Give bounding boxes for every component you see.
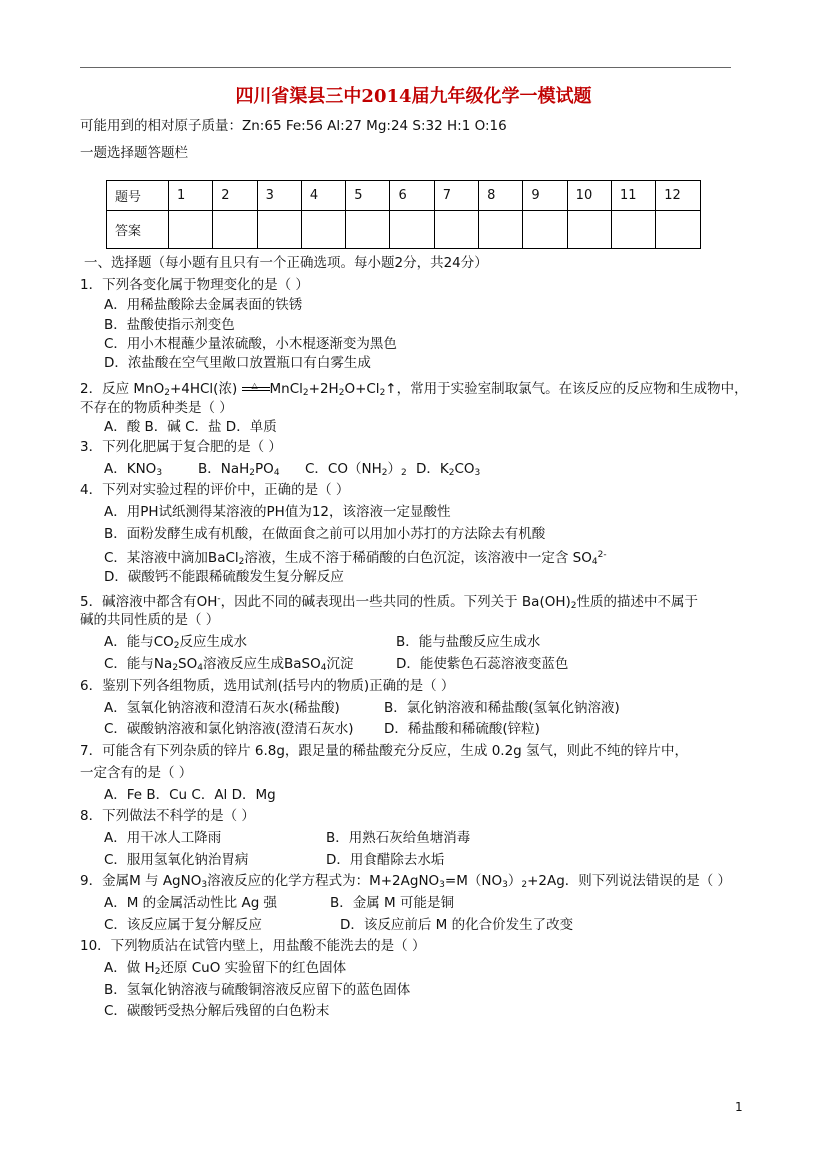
- q2-text: 2．反应 MnO: [80, 381, 165, 397]
- question-6-option-c: C．碳酸钠溶液和氯化钠溶液(澄清石灰水): [104, 721, 354, 737]
- question-4-option-a: A．用PH试纸测得某溶液的PH值为12，该溶液一定显酸性: [104, 504, 451, 520]
- question-6-option-d: D．稀盐酸和稀硫酸(锌粒): [384, 721, 540, 737]
- table-cell-number: 4: [301, 181, 345, 211]
- question-5-option-c: C．能与$Na_2SO_4$溶液反应生成BaSO$_4$沉淀: [104, 656, 354, 673]
- question-1-option-c: C．用小木棍蘸少量浓硫酸，小木棍逐渐变为黑色: [104, 336, 397, 352]
- question-2-stem-2: 不存在的物质种类是（ ）: [80, 400, 233, 416]
- answer-cell[interactable]: [346, 211, 390, 249]
- table-cell-number: 5: [346, 181, 390, 211]
- header-rule: [80, 67, 731, 68]
- answer-cell[interactable]: [257, 211, 301, 249]
- answer-cell[interactable]: [523, 211, 567, 249]
- table-cell-number: 8: [479, 181, 523, 211]
- question-9-option-b: B．金属 M 可能是铜: [330, 895, 454, 911]
- table-cell-number: 3: [257, 181, 301, 211]
- question-5-stem-2: 碱的共同性质的是（ ）: [80, 612, 220, 628]
- question-4-option-d: D．碳酸钙不能跟稀硫酸发生复分解反应: [104, 569, 344, 585]
- q2-text: O+Cl: [344, 381, 380, 397]
- question-2-options: A．酸 B．碱 C．盐 D．单质: [104, 419, 277, 435]
- answer-cell[interactable]: [656, 211, 700, 249]
- question-9-option-d: D．该反应前后 M 的化合价发生了改变: [340, 917, 574, 933]
- question-6-option-a: A．氢氧化钠溶液和澄清石灰水(稀盐酸): [104, 700, 340, 716]
- question-9-option-c: C．该反应属于复分解反应: [104, 917, 262, 933]
- question-1-stem: 1．下列各变化属于物理变化的是（ ）: [80, 277, 309, 293]
- question-10-option-b: B．氢氧化钠溶液与硫酸铜溶液反应留下的蓝色固体: [104, 982, 411, 998]
- q2-sub: 2: [338, 388, 345, 398]
- answer-cell[interactable]: [567, 211, 611, 249]
- answer-cell[interactable]: [611, 211, 655, 249]
- answer-table: [106, 180, 701, 249]
- section-heading: 一、选择题（每小题有且只有一个正确选项。每小题2分，共24分）: [84, 255, 488, 271]
- question-3-option-b: B．$NaH_2PO_4$: [198, 461, 280, 478]
- heating-equals-sign: [242, 381, 270, 395]
- table-cell-number: 10: [567, 181, 611, 211]
- question-8-option-b: B．用熟石灰给鱼塘消毒: [326, 830, 471, 846]
- answer-cell[interactable]: [434, 211, 478, 249]
- question-8-option-d: D．用食醋除去水垢: [326, 852, 445, 868]
- table-cell-number: 2: [213, 181, 257, 211]
- question-1-option-a: A．用稀盐酸除去金属表面的铁锈: [104, 297, 303, 313]
- question-5-option-b: B．能与盐酸反应生成水: [396, 634, 541, 650]
- answer-cell[interactable]: [213, 211, 257, 249]
- table-cell-number: 12: [656, 181, 700, 211]
- question-5-stem: 5．碱溶液中都含有OH-，因此不同的碱表现出一些共同的性质。下列关于 $Ba(OH)_2$性质的描述中不属于: [80, 594, 698, 611]
- q2-sub: 2: [302, 388, 309, 398]
- table-cell-number: 1: [169, 181, 213, 211]
- question-1-option-b: B．盐酸使指示剂变色: [104, 317, 235, 333]
- question-10-stem: 10．下列物质沾在试管内壁上，用盐酸不能洗去的是（ ）: [80, 938, 426, 954]
- question-4-option-b: B．面粉发酵生成有机酸，在做面食之前可以用加小苏打的方法除去有机酸: [104, 526, 546, 542]
- question-9-option-a: A．M 的金属活动性比 Ag 强: [104, 895, 278, 911]
- question-3-option-d: D．$K_2CO_3$: [416, 461, 481, 478]
- table-cell-number: 11: [611, 181, 655, 211]
- question-8-option-c: C．服用氢氧化钠治胃病: [104, 852, 249, 868]
- table-caption: 一题选择题答题栏: [80, 145, 188, 161]
- page-title: 四川省渠县三中2014届九年级化学一模试题: [235, 86, 592, 107]
- table-row-numbers: [107, 181, 701, 211]
- answer-cell[interactable]: [169, 211, 213, 249]
- q2-text: +2H: [308, 381, 339, 397]
- answer-cell[interactable]: [479, 211, 523, 249]
- question-3-option-c: C．$CO(NH_2)_2$: [305, 461, 407, 478]
- q2-sub: 2: [164, 388, 170, 398]
- question-10-option-c: C．碳酸钙受热分解后残留的白色粉末: [104, 1003, 330, 1019]
- table-row-answers: [107, 211, 701, 249]
- question-7-stem: 7．可能含有下列杂质的锌片 6.8g，跟足量的稀盐酸充分反应，生成 0.2g 氢气，则此不纯的锌片中，: [80, 743, 689, 759]
- q2-text: +4HCl(浓): [169, 381, 238, 397]
- question-9-stem: 9．金属M 与 AgNO$_3$溶液反应的化学方程式为：$M+2AgNO_3=M(NO_3)_2+2Ag$．则下列说法错误的是（ ）: [80, 873, 732, 890]
- question-5-option-d: D．能使紫色石蕊溶液变蓝色: [396, 656, 569, 672]
- question-8-stem: 8．下列做法不科学的是（ ）: [80, 808, 255, 824]
- question-6-option-b: B．氯化钠溶液和稀盐酸(氢氧化钠溶液): [384, 700, 620, 716]
- heating-delta: △: [251, 381, 258, 390]
- question-3-option-a: A．$KNO_3$: [104, 461, 163, 478]
- table-cell-number: 9: [523, 181, 567, 211]
- question-3-stem: 3．下列化肥属于复合肥的是（ ）: [80, 439, 282, 455]
- q2-sub: 2: [379, 388, 386, 398]
- question-7-stem-2: 一定含有的是（ ）: [80, 765, 193, 781]
- question-5-option-a: A．能与$CO_2$反应生成水: [104, 634, 248, 651]
- table-cell-number: 6: [390, 181, 434, 211]
- table-cell-number: 7: [434, 181, 478, 211]
- question-10-option-a: A．做 $H_2$还原 CuO 实验留下的红色固体: [104, 960, 347, 977]
- q2-text: ↑，常用于实验室制取氯气。在该反应的反应物和生成物中，: [385, 381, 748, 397]
- question-4-stem: 4．下列对实验过程的评价中，正确的是（ ）: [80, 482, 350, 498]
- question-4-option-c: C．某溶液中滴加BaCl$_2$溶液，生成不溶于稀硝酸的白色沉淀，该溶液中一定含 $SO_4^{2-}$: [104, 550, 607, 567]
- question-8-option-a: A．用干冰人工降雨: [104, 830, 222, 846]
- table-header-number: 题号: [107, 181, 169, 211]
- question-7-options: A．Fe B．Cu C．Al D．Mg: [104, 787, 276, 803]
- answer-cell[interactable]: [301, 211, 345, 249]
- q2-text: MnCl: [269, 381, 303, 397]
- answer-cell[interactable]: [390, 211, 434, 249]
- question-1-option-d: D．浓盐酸在空气里敞口放置瓶口有白雾生成: [104, 355, 371, 371]
- question-6-stem: 6．鉴别下列各组物质，选用试剂(括号内的物质)正确的是（ ）: [80, 678, 455, 694]
- page-number: 1: [735, 1100, 743, 1114]
- table-header-answer: 答案: [107, 211, 169, 249]
- atomic-mass-line: 可能用到的相对原子质量：Zn:65 Fe:56 Al:27 Mg:24 S:32 H:1 O:16: [80, 118, 507, 134]
